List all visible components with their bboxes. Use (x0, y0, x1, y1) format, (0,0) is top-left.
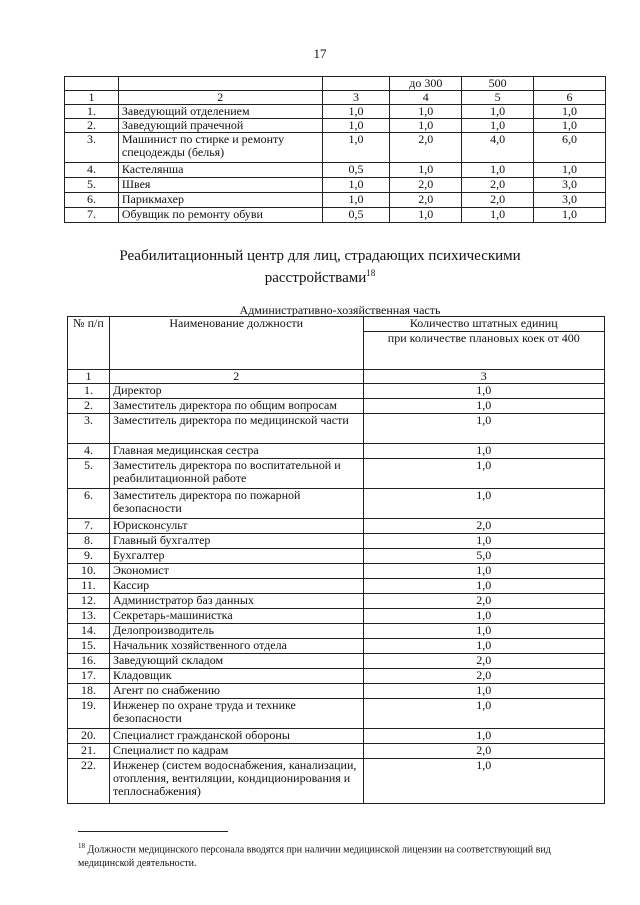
table2-row (68, 609, 605, 624)
table2-row (68, 729, 605, 744)
table2-row (68, 579, 605, 594)
position-name: Заместитель директора по воспитательной и реабилитационной работе (109, 459, 363, 489)
staff-count: 2,0 (363, 744, 605, 759)
position-name: Заместитель директора по медицинской части (109, 414, 363, 444)
staff-count: 1,0 (363, 459, 605, 489)
table1-column-number-row (65, 91, 606, 105)
row-number: 6. (65, 193, 119, 208)
staff-count: 5,0 (363, 549, 605, 564)
staff-count: 1,0 (363, 489, 605, 519)
row-number: 1. (68, 384, 110, 399)
header-number: № п/п (68, 317, 110, 370)
row-number: 18. (68, 684, 110, 699)
row-number: 2. (65, 119, 119, 133)
section-title-line2: расстройствами (264, 270, 367, 286)
staff-count: 1,0 (363, 534, 605, 549)
position-name: Экономист (109, 564, 363, 579)
staff-count: 2,0 (363, 669, 605, 684)
header-position-name: Наименование должности (109, 317, 363, 370)
table1-row (65, 119, 606, 133)
table1-row (65, 178, 606, 193)
staff-count: 3,0 (534, 178, 606, 193)
staff-count: 1,0 (363, 414, 605, 444)
position-name: Агент по снабжению (109, 684, 363, 699)
staff-count: 2,0 (390, 178, 462, 193)
position-name: Обувщик по ремонту обуви (118, 208, 322, 223)
row-number: 8. (68, 534, 110, 549)
row-number: 12. (68, 594, 110, 609)
section-title-line1: Реабилитационный центр для лиц, страдающих психическими (119, 248, 521, 264)
table2-row (68, 744, 605, 759)
table2-row (68, 669, 605, 684)
row-number: 7. (68, 519, 110, 534)
row-number: 21. (68, 744, 110, 759)
table2-row (68, 759, 605, 804)
row-number: 22. (68, 759, 110, 804)
table1-body (65, 77, 606, 223)
position-name: Заместитель директора по общим вопросам (109, 399, 363, 414)
position-name: Секретарь-машинистка (109, 609, 363, 624)
row-number: 10. (68, 564, 110, 579)
staff-count: 1,0 (363, 399, 605, 414)
position-name: Делопроизводитель (109, 624, 363, 639)
staff-count: 1,0 (363, 444, 605, 459)
staff-count: 1,0 (534, 208, 606, 223)
staff-count: 1,0 (363, 609, 605, 624)
position-name: Юрисконсульт (109, 519, 363, 534)
staff-count: 2,0 (363, 654, 605, 669)
header-quantity-sub: при количестве плановых коек от 400 (363, 332, 605, 370)
staff-count: 1,0 (363, 639, 605, 654)
table1-column-number: 6 (534, 91, 606, 105)
admin-staffing-table (67, 316, 605, 804)
staff-count: 1,0 (363, 759, 605, 804)
table1-column-number: 2 (118, 91, 322, 105)
staff-count: 0,5 (322, 163, 390, 178)
table2-column-number-row (68, 370, 605, 384)
position-name: Администратор баз данных (109, 594, 363, 609)
page-number: 17 (313, 46, 327, 61)
position-name: Инженер по охране труда и технике безопасности (109, 699, 363, 729)
row-number: 15. (68, 639, 110, 654)
position-name: Специалист гражданской обороны (109, 729, 363, 744)
staff-count: 1,0 (462, 119, 534, 133)
table1-row (65, 133, 606, 163)
staff-count: 1,0 (363, 384, 605, 399)
row-number: 16. (68, 654, 110, 669)
staff-count: 1,0 (322, 119, 390, 133)
staff-count: 3,0 (534, 193, 606, 208)
table1-top-header-cell: 500 (462, 77, 534, 91)
staff-count: 4,0 (462, 133, 534, 163)
position-name: Инженер (систем водоснабжения, канализации, отопления, вентиляции, кондиционирования и теплоснабжения) (109, 759, 363, 804)
staff-count: 2,0 (390, 133, 462, 163)
table1-top-header-cell (65, 77, 119, 91)
staff-count: 2,0 (462, 178, 534, 193)
position-name: Специалист по кадрам (109, 744, 363, 759)
row-number: 19. (68, 699, 110, 729)
footnote-mark: 18 (78, 842, 85, 850)
staff-count: 1,0 (363, 624, 605, 639)
table1-row (65, 208, 606, 223)
row-number: 3. (65, 133, 119, 163)
table2-row (68, 489, 605, 519)
staff-count: 1,0 (363, 564, 605, 579)
table2-row (68, 459, 605, 489)
table2-row (68, 414, 605, 444)
position-name: Кастелянша (118, 163, 322, 178)
staff-count: 1,0 (534, 163, 606, 178)
row-number: 7. (65, 208, 119, 223)
table2-column-number: 3 (363, 370, 605, 384)
staff-count: 1,0 (363, 729, 605, 744)
position-name: Начальник хозяйственного отдела (109, 639, 363, 654)
footnote-text: Должности медицинского персонала вводятся при наличии медицинской лицензии на соответствующий вид медицинской деятельности. (78, 844, 551, 870)
row-number: 5. (65, 178, 119, 193)
staff-count: 1,0 (363, 684, 605, 699)
table1-column-number: 4 (390, 91, 462, 105)
row-number: 4. (65, 163, 119, 178)
staff-count: 2,0 (390, 193, 462, 208)
header-quantity: Количество штатных единиц (363, 317, 605, 332)
table2-row (68, 639, 605, 654)
staff-count: 1,0 (534, 119, 606, 133)
table2-row (68, 519, 605, 534)
position-name: Бухгалтер (109, 549, 363, 564)
row-number: 14. (68, 624, 110, 639)
table2-header-row (68, 317, 605, 332)
position-name: Кассир (109, 579, 363, 594)
position-name: Парикмахер (118, 193, 322, 208)
section-title (100, 248, 540, 287)
table1-row (65, 105, 606, 119)
table2-row (68, 594, 605, 609)
footnote-reference: 18 (366, 268, 376, 278)
table1-column-number: 1 (65, 91, 119, 105)
table1-row (65, 163, 606, 178)
table1-top-header-cell: до 300 (390, 77, 462, 91)
table1-top-header-cell (322, 77, 390, 91)
staff-count: 1,0 (462, 105, 534, 119)
staff-count: 1,0 (462, 163, 534, 178)
row-number: 13. (68, 609, 110, 624)
staff-count: 1,0 (363, 579, 605, 594)
position-name: Машинист по стирке и ремонту спецодежды (белья) (118, 133, 322, 163)
staff-count: 1,0 (390, 208, 462, 223)
table2-row (68, 384, 605, 399)
table1-top-header-cell (118, 77, 322, 91)
footnote-divider (78, 831, 228, 832)
table2-row (68, 699, 605, 729)
staff-count: 1,0 (322, 133, 390, 163)
position-name: Главный бухгалтер (109, 534, 363, 549)
table2-row (68, 444, 605, 459)
staff-count: 1,0 (322, 178, 390, 193)
position-name: Швея (118, 178, 322, 193)
footnote (78, 839, 598, 871)
position-name: Директор (109, 384, 363, 399)
staff-count: 1,0 (363, 699, 605, 729)
table2-row (68, 684, 605, 699)
row-number: 11. (68, 579, 110, 594)
table2-row (68, 624, 605, 639)
section-subtitle: Административно-хозяйственная часть (239, 303, 441, 317)
position-name: Главная медицинская сестра (109, 444, 363, 459)
table2-row (68, 399, 605, 414)
staff-count: 6,0 (534, 133, 606, 163)
position-name: Кладовщик (109, 669, 363, 684)
staff-count: 1,0 (390, 105, 462, 119)
position-name: Заместитель директора по пожарной безопасности (109, 489, 363, 519)
table2-row (68, 654, 605, 669)
position-name: Заведующий прачечной (118, 119, 322, 133)
position-name: Заведующий отделением (118, 105, 322, 119)
staff-count: 1,0 (322, 105, 390, 119)
table1-column-number: 3 (322, 91, 390, 105)
staff-count: 1,0 (322, 193, 390, 208)
row-number: 9. (68, 549, 110, 564)
table2-column-number: 1 (68, 370, 110, 384)
staff-count: 1,0 (390, 119, 462, 133)
table1-top-header-cell (534, 77, 606, 91)
table1-row (65, 193, 606, 208)
staff-count: 2,0 (462, 193, 534, 208)
table2-row (68, 534, 605, 549)
staff-count: 0,5 (322, 208, 390, 223)
position-name: Заведующий складом (109, 654, 363, 669)
staffing-table-continued (64, 76, 606, 223)
row-number: 3. (68, 414, 110, 444)
row-number: 20. (68, 729, 110, 744)
row-number: 5. (68, 459, 110, 489)
staff-count: 1,0 (462, 208, 534, 223)
table1-column-number: 5 (462, 91, 534, 105)
row-number: 17. (68, 669, 110, 684)
staff-count: 1,0 (390, 163, 462, 178)
row-number: 6. (68, 489, 110, 519)
table2-body (68, 317, 605, 804)
staff-count: 2,0 (363, 519, 605, 534)
staff-count: 1,0 (534, 105, 606, 119)
table1-top-header-row (65, 77, 606, 91)
row-number: 1. (65, 105, 119, 119)
row-number: 2. (68, 399, 110, 414)
table2-row (68, 549, 605, 564)
staff-count: 2,0 (363, 594, 605, 609)
row-number: 4. (68, 444, 110, 459)
table2-row (68, 564, 605, 579)
table2-column-number: 2 (109, 370, 363, 384)
